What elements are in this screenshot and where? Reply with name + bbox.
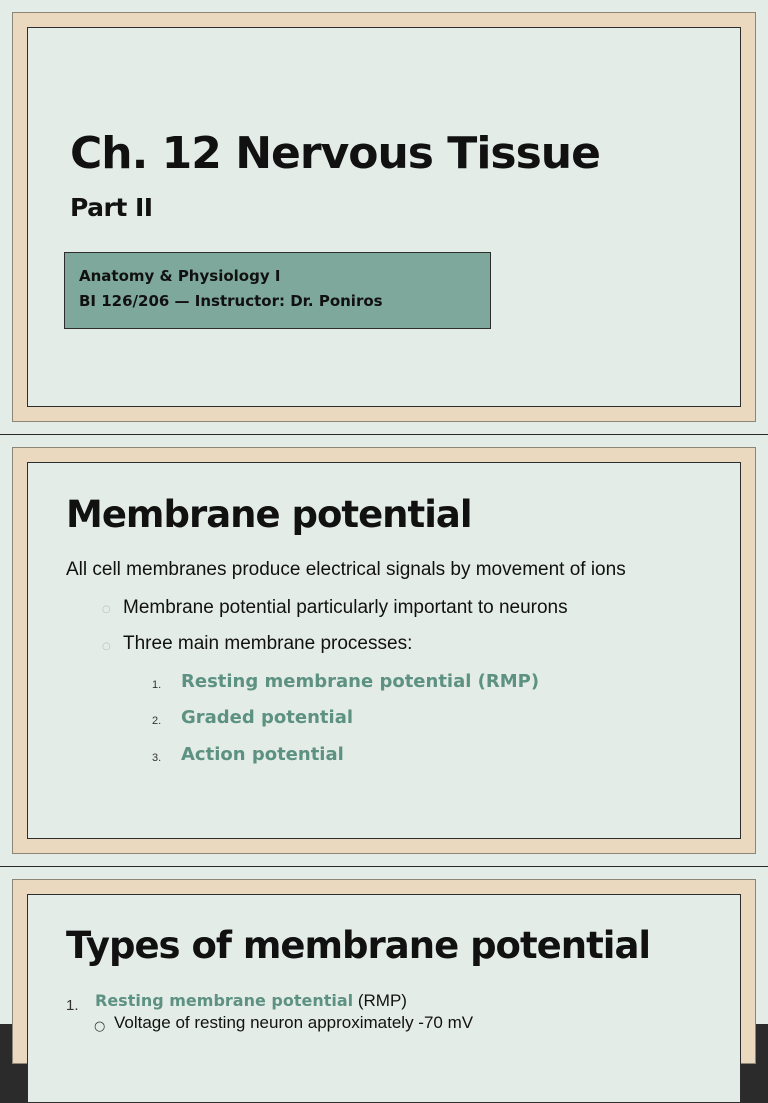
list-number: 1.	[152, 679, 162, 691]
intro-text: All cell membranes produce electrical signals by movement of ions	[66, 559, 626, 580]
types-of-membrane-potential-slide	[0, 867, 768, 1034]
numbered-item: Graded potential	[181, 707, 354, 728]
numbered-item: Action potential	[181, 744, 344, 765]
item-label: Resting membrane potential	[95, 991, 354, 1010]
slide-frame	[12, 447, 756, 854]
course-info-box	[64, 252, 491, 329]
course-instructor: BI 126/206 — Instructor: Dr. Poniros	[79, 292, 383, 310]
slide-frame	[12, 879, 756, 1064]
slide-heading: Membrane potential	[66, 493, 472, 536]
bullet-icon: ○	[102, 641, 111, 652]
numbered-item	[95, 991, 407, 1011]
slide-content	[27, 462, 741, 839]
sub-bullet-item: Voltage of resting neuron approximately -70 mV	[114, 1013, 474, 1032]
bullet-item: Membrane potential particularly important to neurons	[123, 597, 568, 618]
slide-heading: Types of membrane potential	[66, 924, 651, 967]
list-number: 1.	[66, 997, 79, 1014]
list-number: 3.	[152, 752, 162, 764]
slide-subtitle: Part II	[70, 193, 153, 222]
numbered-item: Resting membrane potential (RMP)	[181, 671, 540, 692]
bullet-icon: ○	[102, 604, 111, 615]
slide-frame	[12, 12, 756, 422]
title-slide	[0, 0, 768, 434]
membrane-potential-slide	[0, 435, 768, 866]
slide-title: Ch. 12 Nervous Tissue	[70, 128, 600, 179]
slide-content	[27, 894, 741, 1103]
bullet-item: Three main membrane processes:	[123, 633, 413, 654]
item-suffix: (RMP)	[353, 991, 407, 1010]
bullet-icon: ○	[94, 1019, 106, 1034]
course-name: Anatomy & Physiology I	[79, 267, 281, 285]
slide-content	[27, 27, 741, 407]
list-number: 2.	[152, 715, 162, 727]
